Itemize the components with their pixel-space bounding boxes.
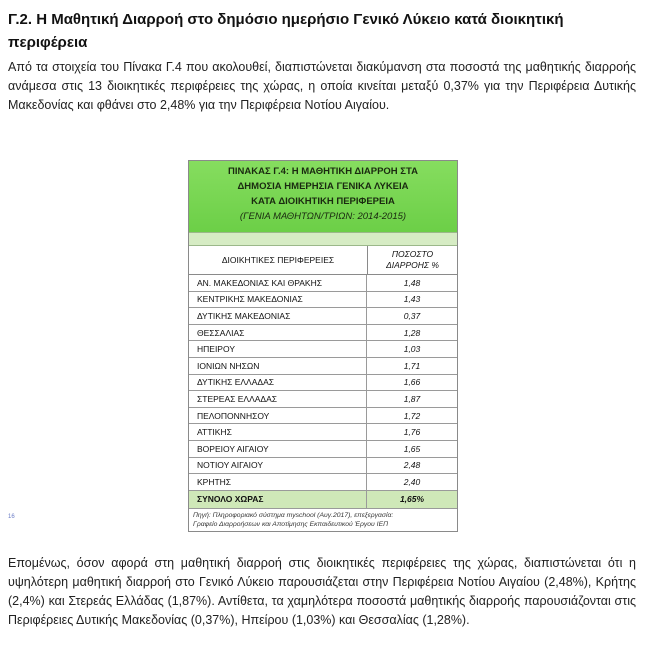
table-row	[189, 275, 457, 292]
table-source-note	[189, 509, 457, 531]
region-cell: ΚΕΝΤΡΙΚΗΣ ΜΑΚΕΔΟΝΙΑΣ	[189, 292, 367, 308]
percent-cell: 2,40	[403, 476, 421, 487]
region-cell: ΑΝ. ΜΑΚΕΔΟΝΙΑΣ ΚΑΙ ΘΡΑΚΗΣ	[189, 275, 367, 291]
table-row	[189, 292, 457, 309]
region-cell: ΔΥΤΙΚΗΣ ΜΑΚΕΔΟΝΙΑΣ	[189, 308, 367, 324]
region-cell: ΑΤΤΙΚΗΣ	[189, 424, 367, 440]
percent-cell: 1,71	[403, 360, 421, 371]
table-body	[189, 275, 457, 491]
intro-paragraph: Από τα στοιχεία του Πίνακα Γ.4 που ακολουθεί, διαπιστώνεται διακύμανση στα ποσοστά της μαθητικής διαρροής ανάμεσα στις 13 διοικητικές περιφέρειες της χώρας, η οποία κινείται μεταξύ 0,37% για την Περιφέρεια Δυτικής Μακεδονίας και φθάνει στο 2,48% για την Περιφέρεια Νοτίου Αιγαίου.	[8, 60, 636, 112]
table-row	[189, 308, 457, 325]
table-row	[189, 325, 457, 342]
dropout-table	[188, 160, 458, 532]
table-row	[189, 441, 457, 458]
table-column-headers	[189, 246, 457, 275]
percent-cell: 1,03	[403, 344, 421, 355]
percent-cell: 1,43	[403, 294, 421, 305]
region-cell: ΔΥΤΙΚΗΣ ΕΛΛΑΔΑΣ	[189, 375, 367, 391]
percent-cell: 1,72	[403, 410, 421, 421]
conclusion-paragraph: Επομένως, όσον αφορά στη μαθητική διαρροή στις διοικητικές περιφέρειες της χώρας, διαπιστώνεται ότι η υψηλότερη μαθητική διαρροή στο Γενικό Λύκειο παρουσιάζεται στην Περιφέρεια Νοτίου Αιγαίου (2,48%), Κρήτης (2,4%) και Στερεάς Ελλάδας (1,87%). Αντίθετα, τα χαμηλότερα ποσοστά μαθητικής διαρροής παρουσιάζονται στις Περιφέρειες Δυτικής Μακεδονίας (0,37%), Ηπείρου (1,03%) και Θεσσαλίας (1,28%).	[8, 556, 636, 627]
table-separator-strip	[189, 232, 457, 246]
table-row	[189, 424, 457, 441]
table-row	[189, 375, 457, 392]
column-header-percent-line2: ΔΙΑΡΡΟΗΣ %	[386, 260, 439, 270]
table-row	[189, 391, 457, 408]
region-cell: ΗΠΕΙΡΟΥ	[189, 341, 367, 357]
table-title-line: ΔΗΜΟΣΙΑ ΗΜΕΡΗΣΙΑ ΓΕΝΙΚΑ ΛΥΚΕΙΑ	[237, 181, 409, 192]
percent-cell: 1,76	[403, 427, 421, 438]
table-row	[189, 341, 457, 358]
table-title-line: ΚΑΤΑ ΔΙΟΙΚΗΤΙΚΗ ΠΕΡΙΦΕΡΕΙΑ	[251, 196, 395, 207]
region-cell: ΚΡΗΤΗΣ	[189, 474, 367, 490]
table-title-block	[189, 161, 457, 232]
percent-cell: 2,48	[403, 460, 421, 471]
total-label: ΣΥΝΟΛΟ ΧΩΡΑΣ	[189, 491, 367, 508]
table-title-line: ΠΙΝΑΚΑΣ Γ.4: Η ΜΑΘΗΤΙΚΗ ΔΙΑΡΡΟΗ ΣΤΑ	[228, 166, 418, 177]
percent-cell: 1,65	[403, 443, 421, 454]
column-header-percent	[368, 246, 457, 274]
table-subtitle: (ΓΕΝΙΑ ΜΑΘΗΤΩΝ/ΤΡΙΩΝ: 2014-2015)	[239, 211, 407, 222]
section-heading: Γ.2. Η Μαθητική Διαρροή στο δημόσιο ημερήσιο Γενικό Λύκειο κατά διοικητική περιφέρεια	[8, 11, 564, 51]
region-cell: ΙΟΝΙΩΝ ΝΗΣΩΝ	[189, 358, 367, 374]
region-cell: ΒΟΡΕΙΟΥ ΑΙΓΑΙΟΥ	[189, 441, 367, 457]
source-line: Πηγή: Πληροφοριακό σύστημα myschool (Αυγ.2017), επεξεργασία:	[193, 511, 394, 519]
source-line: Γραφείο Διαρροήσεων και Αποτίμησης Εκπαιδευτικού Έργου ΙΕΠ	[193, 521, 389, 529]
table-row	[189, 474, 457, 491]
table-row	[189, 408, 457, 425]
region-cell: ΘΕΣΣΑΛΙΑΣ	[189, 325, 367, 341]
region-cell: ΝΟΤΙΟΥ ΑΙΓΑΙΟΥ	[189, 458, 367, 474]
percent-cell: 1,28	[403, 327, 421, 338]
percent-cell: 1,48	[403, 277, 421, 288]
column-header-percent-line1: ΠΟΣΟΣΤΟ	[391, 249, 434, 259]
region-cell: ΣΤΕΡΕΑΣ ΕΛΛΑΔΑΣ	[189, 391, 367, 407]
percent-cell: 1,66	[403, 377, 421, 388]
total-value: 1,65%	[399, 494, 425, 505]
column-header-region: ΔΙΟΙΚΗΤΙΚΕΣ ΠΕΡΙΦΕΡΕΙΕΣ	[189, 246, 368, 274]
table-row	[189, 458, 457, 475]
region-cell: ΠΕΛΟΠΟΝΝΗΣΟΥ	[189, 408, 367, 424]
percent-cell: 1,87	[403, 393, 421, 404]
page-mark: 16	[8, 514, 15, 520]
percent-cell: 0,37	[403, 310, 421, 321]
table-total-row	[189, 491, 457, 509]
table-row	[189, 358, 457, 375]
